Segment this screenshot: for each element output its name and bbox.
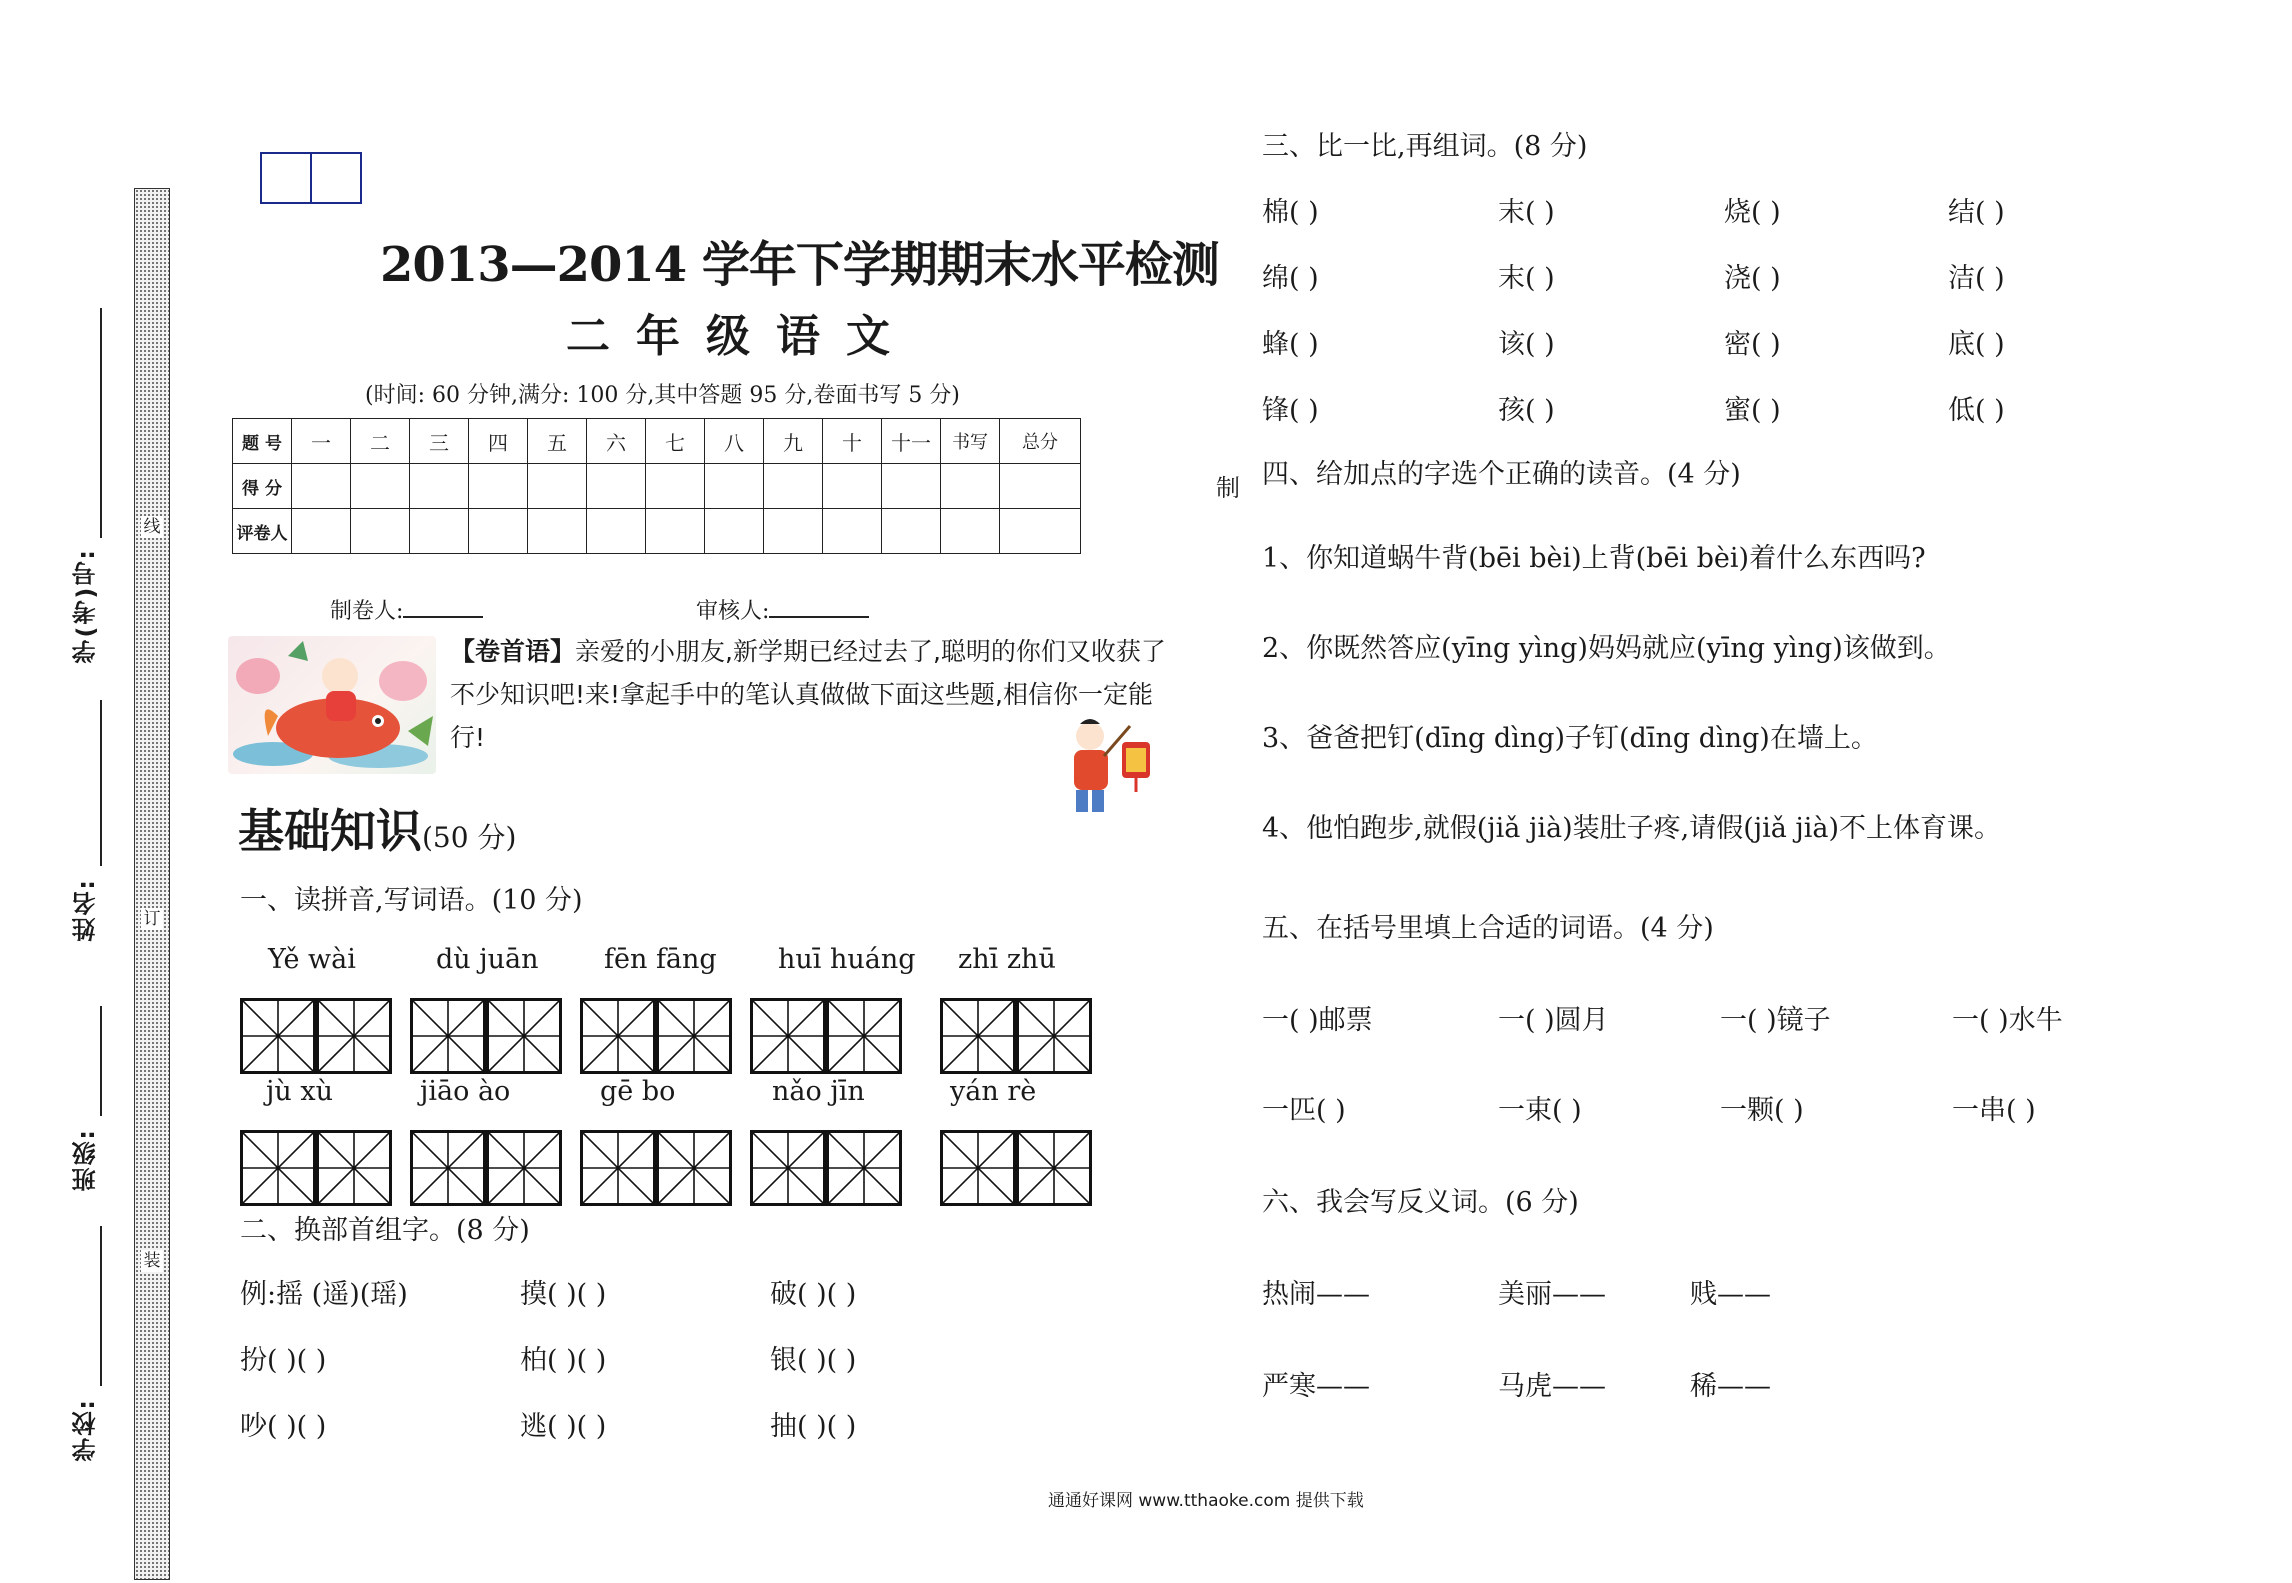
score-grader-row (233, 509, 1081, 554)
q1-pinyin-2: dù juān (436, 944, 539, 975)
id-line (100, 308, 102, 538)
q5-item[interactable]: 一( )水牛 (1952, 1005, 2063, 1036)
q5-item[interactable]: 一颗( ) (1720, 1095, 1804, 1126)
q4-line-1: 1、你知道蜗牛背(bēi bèi)上背(bēi bèi)着什么东西吗? (1262, 543, 1926, 574)
grader-cell[interactable] (882, 509, 941, 554)
q2-item[interactable]: 柏( )( ) (520, 1345, 607, 1376)
score-col-total: 总分 (1000, 419, 1081, 464)
welcome-text: 亲爱的小朋友,新学期已经过去了,聪明的你们又收获了不少知识吧!来!拿起手中的笔认真做做下面这些题,相信你一定能行! (450, 637, 1166, 752)
q5-item[interactable]: 一( )圆月 (1498, 1005, 1609, 1036)
name-line (100, 700, 102, 866)
writing-grid[interactable] (940, 998, 1092, 1074)
score-cell[interactable] (1000, 464, 1081, 509)
q1-pinyin-6: jù xù (266, 1076, 333, 1107)
score-cell[interactable] (292, 464, 351, 509)
exam-subtitle: 二年级语文 (566, 311, 916, 362)
q6-item[interactable]: 严寒—— (1262, 1371, 1370, 1402)
maker-sign (330, 594, 483, 625)
q3-title: 三、比一比,再组词。(8 分) (1262, 131, 1588, 162)
writing-grid[interactable] (750, 998, 902, 1074)
score-cell[interactable] (410, 464, 469, 509)
grader-cell[interactable] (587, 509, 646, 554)
q1-pinyin-10: yán rè (950, 1076, 1037, 1107)
q3-item[interactable]: 蜂( ) (1262, 329, 1319, 360)
class-line (100, 1006, 102, 1116)
basic-knowledge-points: (50 分) (422, 821, 517, 854)
q2-item[interactable]: 逃( )( ) (520, 1411, 607, 1442)
writing-grid[interactable] (750, 1130, 902, 1206)
score-col-7: 七 (646, 419, 705, 464)
q2-title: 二、换部首组字。(8 分) (240, 1215, 530, 1246)
id-label: 学(考)号: (72, 548, 100, 664)
q3-item[interactable]: 孩( ) (1498, 395, 1555, 426)
score-grader-label: 评卷人 (233, 509, 292, 554)
q3-item[interactable]: 末( ) (1498, 197, 1555, 228)
writing-grid[interactable] (410, 998, 562, 1074)
strip-zhuang-char: 装 (141, 1250, 163, 1272)
grader-cell[interactable] (1000, 509, 1081, 554)
score-header-label: 题 号 (233, 419, 292, 464)
score-cell[interactable] (469, 464, 528, 509)
q6-item[interactable]: 马虎—— (1498, 1371, 1606, 1402)
child-lantern-drawing (1060, 716, 1164, 824)
score-col-8: 八 (705, 419, 764, 464)
q2-item[interactable]: 抽( )( ) (770, 1411, 857, 1442)
maker-label: 制卷人: (330, 599, 404, 624)
score-cell[interactable] (351, 464, 410, 509)
grader-cell[interactable] (941, 509, 1000, 554)
grader-cell[interactable] (292, 509, 351, 554)
score-col-writing: 书写 (941, 419, 1000, 464)
q4-title: 四、给加点的字选个正确的读音。(4 分) (1262, 459, 1741, 490)
q6-item[interactable]: 稀—— (1690, 1371, 1771, 1402)
q3-item[interactable]: 锋( ) (1262, 395, 1319, 426)
q3-item[interactable]: 烧( ) (1724, 197, 1781, 228)
child-on-fish-illustration (228, 636, 436, 774)
q3-item[interactable]: 洁( ) (1948, 263, 2005, 294)
maker-blank[interactable] (403, 594, 483, 618)
score-cell[interactable] (646, 464, 705, 509)
q3-item[interactable]: 底( ) (1948, 329, 2005, 360)
score-header-row (233, 419, 1081, 464)
q1-pinyin-3: fēn fāng (604, 944, 717, 975)
q5-title: 五、在括号里填上合适的词语。(4 分) (1262, 913, 1714, 944)
q3-item[interactable]: 低( ) (1948, 395, 2005, 426)
score-col-6: 六 (587, 419, 646, 464)
writing-grid[interactable] (940, 1130, 1092, 1206)
q3-item[interactable]: 密( ) (1724, 329, 1781, 360)
q3-item[interactable]: 浇( ) (1724, 263, 1781, 294)
score-cell[interactable] (882, 464, 941, 509)
score-col-4: 四 (469, 419, 528, 464)
grader-cell[interactable] (351, 509, 410, 554)
q5-item[interactable]: 一( )镜子 (1720, 1005, 1831, 1036)
q1-pinyin-4: huī huáng (778, 944, 916, 975)
q6-title: 六、我会写反义词。(6 分) (1262, 1187, 1579, 1218)
welcome-tag: 【卷首语】 (450, 637, 576, 666)
q3-item[interactable]: 棉( ) (1262, 197, 1319, 228)
score-cell[interactable] (764, 464, 823, 509)
q6-item[interactable]: 热闹—— (1262, 1279, 1370, 1310)
score-points-label: 得 分 (233, 464, 292, 509)
score-col-11: 十一 (882, 419, 941, 464)
q5-item[interactable]: 一束( ) (1498, 1095, 1582, 1126)
q1-title: 一、读拼音,写词语。(10 分) (240, 885, 583, 916)
q4-line-4: 4、他怕跑步,就假(jiǎ jià)装肚子疼,请假(jiǎ jià)不上体育课。 (1262, 813, 2002, 844)
q3-item[interactable]: 蜜( ) (1724, 395, 1781, 426)
q4-line-2: 2、你既然答应(yīng yìng)妈妈就应(yīng yìng)该做到。 (1262, 633, 1951, 664)
class-label: 班级: (72, 1128, 100, 1192)
q1-pinyin-7: jiāo ào (420, 1076, 511, 1107)
q1-pinyin-5: zhī zhū (958, 944, 1056, 975)
grader-cell[interactable] (528, 509, 587, 554)
child-lantern-illustration (1060, 716, 1164, 824)
writing-grid[interactable] (240, 998, 392, 1074)
q5-item[interactable]: 一串( ) (1952, 1095, 2036, 1126)
grader-cell[interactable] (823, 509, 882, 554)
strip-ding-char: 订 (141, 908, 163, 930)
q3-item[interactable]: 该( ) (1498, 329, 1555, 360)
score-col-3: 三 (410, 419, 469, 464)
q6-item[interactable]: 美丽—— (1498, 1279, 1606, 1310)
score-cell[interactable] (587, 464, 646, 509)
q4-line-3: 3、爸爸把钉(dīng dìng)子钉(dīng dìng)在墙上。 (1262, 723, 1878, 754)
school-label: 学校: (72, 1398, 100, 1462)
binding-strip (134, 188, 170, 1580)
exam-title: 2013—2014 学年下学期期末水平检测 (380, 237, 1219, 293)
q2-item[interactable]: 扮( )( ) (240, 1345, 327, 1376)
basic-knowledge-title: 基础知识 (238, 804, 422, 858)
q5-item[interactable]: 一匹( ) (1262, 1095, 1346, 1126)
score-col-10: 十 (823, 419, 882, 464)
seat-box-1 (260, 152, 312, 204)
q2-item[interactable]: 摸( )( ) (520, 1279, 607, 1310)
grader-cell[interactable] (705, 509, 764, 554)
q1-pinyin-8: gē bo (600, 1076, 676, 1107)
grader-cell[interactable] (469, 509, 528, 554)
q2-item[interactable]: 破( )( ) (770, 1279, 857, 1310)
writing-grid[interactable] (410, 1130, 562, 1206)
q3-item[interactable]: 绵( ) (1262, 263, 1319, 294)
score-points-row (233, 464, 1081, 509)
score-cell[interactable] (823, 464, 882, 509)
name-label: 姓名: (72, 878, 100, 942)
score-table (232, 418, 1081, 554)
seat-box-2 (310, 152, 362, 204)
writing-grid[interactable] (240, 1130, 392, 1206)
score-col-2: 二 (351, 419, 410, 464)
score-cell[interactable] (528, 464, 587, 509)
reviewer-sign (696, 594, 869, 625)
reviewer-blank[interactable] (769, 594, 869, 618)
q3-item[interactable]: 结( ) (1948, 197, 2005, 228)
writing-grid[interactable] (580, 998, 732, 1074)
score-col-9: 九 (764, 419, 823, 464)
child-fish-drawing (228, 636, 436, 774)
q3-item[interactable]: 末( ) (1498, 263, 1555, 294)
strip-line-char: 线 (141, 516, 163, 538)
q6-item[interactable]: 贱—— (1690, 1279, 1771, 1310)
reviewer-label: 审核人: (696, 599, 770, 624)
grader-cell[interactable] (410, 509, 469, 554)
grader-cell[interactable] (764, 509, 823, 554)
basic-knowledge-heading (238, 795, 516, 861)
score-col-1: 一 (292, 419, 351, 464)
exam-info: (时间: 60 分钟,满分: 100 分,其中答题 95 分,卷面书写 5 分) (365, 383, 960, 408)
score-cell[interactable] (705, 464, 764, 509)
q2-item[interactable]: 吵( )( ) (240, 1411, 327, 1442)
q1-pinyin-9: nǎo jīn (772, 1076, 865, 1107)
score-cell[interactable] (941, 464, 1000, 509)
score-col-5: 五 (528, 419, 587, 464)
writing-grid[interactable] (580, 1130, 732, 1206)
q5-item[interactable]: 一( )邮票 (1262, 1005, 1373, 1036)
footer-credit: 通通好课网 www.tthaoke.com 提供下载 (1048, 1491, 1364, 1511)
q1-pinyin-1: Yě wài (268, 944, 356, 975)
grader-cell[interactable] (646, 509, 705, 554)
q2-item[interactable]: 银( )( ) (770, 1345, 857, 1376)
zhi-mark: 制 (1216, 474, 1240, 502)
school-line (100, 1226, 102, 1386)
q2-item: 例:摇 (遥)(瑶) (240, 1279, 408, 1310)
